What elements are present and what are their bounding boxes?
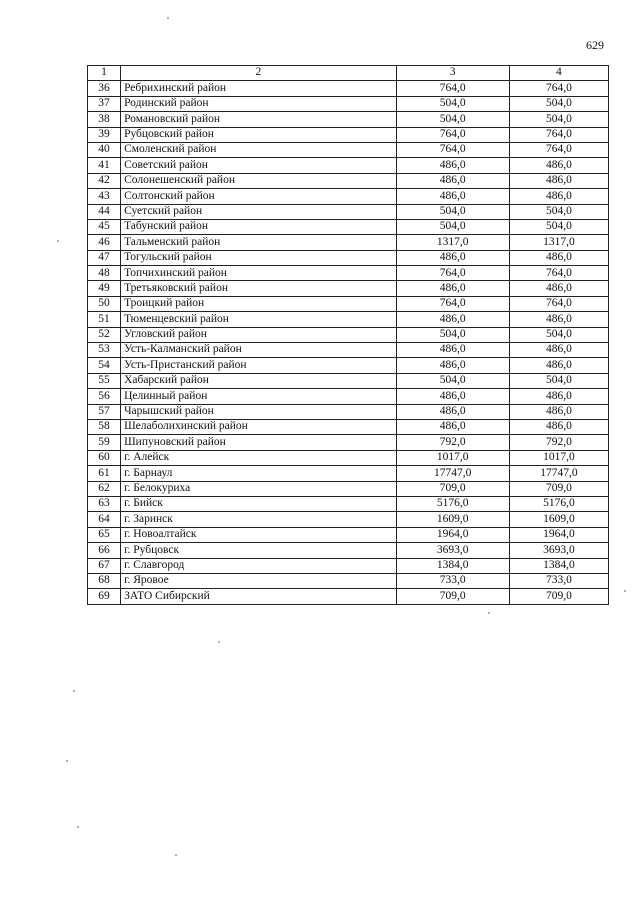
row-number-cell: 63 xyxy=(88,496,121,511)
scan-speck xyxy=(624,590,626,592)
row-number-cell: 66 xyxy=(88,543,121,558)
value-col3-cell: 1384,0 xyxy=(396,558,509,573)
scan-speck xyxy=(73,690,75,692)
value-col4-cell: 764,0 xyxy=(509,81,608,96)
table-row xyxy=(88,127,609,142)
value-col3-cell: 486,0 xyxy=(396,389,509,404)
district-name-cell: Угловский район xyxy=(121,327,397,342)
value-col3-cell: 486,0 xyxy=(396,281,509,296)
value-col3-cell: 764,0 xyxy=(396,142,509,157)
value-col3-cell: 709,0 xyxy=(396,481,509,496)
district-name-cell: Хабарский район xyxy=(121,373,397,388)
value-col3-cell: 504,0 xyxy=(396,327,509,342)
scan-speck xyxy=(218,641,220,643)
table-row xyxy=(88,266,609,281)
district-name-cell: Тальменский район xyxy=(121,235,397,250)
value-col3-cell: 764,0 xyxy=(396,81,509,96)
scan-speck xyxy=(57,240,59,242)
table-row xyxy=(88,496,609,511)
row-number-cell: 64 xyxy=(88,512,121,527)
district-name-cell: Смоленский район xyxy=(121,142,397,157)
row-number-cell: 62 xyxy=(88,481,121,496)
district-name-cell: г. Алейск xyxy=(121,450,397,465)
value-col4-cell: 486,0 xyxy=(509,419,608,434)
value-col3-cell: 486,0 xyxy=(396,419,509,434)
value-col4-cell: 486,0 xyxy=(509,358,608,373)
table-header-row xyxy=(88,66,609,81)
value-col4-cell: 709,0 xyxy=(509,589,608,604)
row-number-cell: 54 xyxy=(88,358,121,373)
value-col3-cell: 764,0 xyxy=(396,266,509,281)
table-row xyxy=(88,96,609,111)
district-name-cell: Романовский район xyxy=(121,112,397,127)
table-row xyxy=(88,589,609,604)
page-number: 629 xyxy=(586,38,604,52)
row-number-cell: 43 xyxy=(88,189,121,204)
district-name-cell: г. Яровое xyxy=(121,573,397,588)
row-number-cell: 68 xyxy=(88,573,121,588)
row-number-cell: 45 xyxy=(88,219,121,234)
value-col3-cell: 792,0 xyxy=(396,435,509,450)
district-name-cell: Третьяковский район xyxy=(121,281,397,296)
table-row xyxy=(88,419,609,434)
table-row xyxy=(88,573,609,588)
value-col4-cell: 1609,0 xyxy=(509,512,608,527)
district-name-cell: Усть-Пристанский район xyxy=(121,358,397,373)
value-col3-cell: 1317,0 xyxy=(396,235,509,250)
scan-speck xyxy=(66,760,68,762)
district-name-cell: г. Новоалтайск xyxy=(121,527,397,542)
row-number-cell: 65 xyxy=(88,527,121,542)
value-col3-cell: 486,0 xyxy=(396,250,509,265)
table-row xyxy=(88,404,609,419)
district-name-cell: г. Славгород xyxy=(121,558,397,573)
table-row xyxy=(88,219,609,234)
value-col4-cell: 733,0 xyxy=(509,573,608,588)
value-col3-cell: 486,0 xyxy=(396,358,509,373)
value-col3-cell: 486,0 xyxy=(396,189,509,204)
table-row xyxy=(88,142,609,157)
row-number-cell: 48 xyxy=(88,266,121,281)
row-number-cell: 57 xyxy=(88,404,121,419)
district-name-cell: Целинный район xyxy=(121,389,397,404)
table-row xyxy=(88,435,609,450)
district-name-cell: Шелаболихинский район xyxy=(121,419,397,434)
value-col3-cell: 764,0 xyxy=(396,127,509,142)
district-name-cell: Тогульский район xyxy=(121,250,397,265)
district-name-cell: г. Барнаул xyxy=(121,466,397,481)
table-row xyxy=(88,558,609,573)
value-col4-cell: 504,0 xyxy=(509,373,608,388)
header-col-4: 4 xyxy=(509,66,608,81)
header-col-3: 3 xyxy=(396,66,509,81)
row-number-cell: 69 xyxy=(88,589,121,604)
table-row xyxy=(88,450,609,465)
scan-speck xyxy=(175,854,177,856)
value-col4-cell: 486,0 xyxy=(509,343,608,358)
row-number-cell: 49 xyxy=(88,281,121,296)
value-col4-cell: 764,0 xyxy=(509,127,608,142)
table-row xyxy=(88,343,609,358)
value-col4-cell: 17747,0 xyxy=(509,466,608,481)
value-col4-cell: 504,0 xyxy=(509,96,608,111)
district-name-cell: Табунский район xyxy=(121,219,397,234)
table-row xyxy=(88,466,609,481)
district-name-cell: Рубцовский район xyxy=(121,127,397,142)
value-col4-cell: 486,0 xyxy=(509,189,608,204)
value-col4-cell: 1964,0 xyxy=(509,527,608,542)
scan-speck xyxy=(167,17,169,19)
value-col4-cell: 792,0 xyxy=(509,435,608,450)
table-row xyxy=(88,358,609,373)
value-col3-cell: 1964,0 xyxy=(396,527,509,542)
value-col4-cell: 486,0 xyxy=(509,312,608,327)
row-number-cell: 52 xyxy=(88,327,121,342)
row-number-cell: 51 xyxy=(88,312,121,327)
row-number-cell: 56 xyxy=(88,389,121,404)
value-col4-cell: 504,0 xyxy=(509,327,608,342)
value-col3-cell: 504,0 xyxy=(396,204,509,219)
value-col4-cell: 504,0 xyxy=(509,204,608,219)
district-name-cell: Советский район xyxy=(121,158,397,173)
row-number-cell: 36 xyxy=(88,81,121,96)
value-col4-cell: 486,0 xyxy=(509,281,608,296)
row-number-cell: 46 xyxy=(88,235,121,250)
value-col3-cell: 504,0 xyxy=(396,219,509,234)
value-col3-cell: 764,0 xyxy=(396,296,509,311)
table-row xyxy=(88,81,609,96)
row-number-cell: 47 xyxy=(88,250,121,265)
value-col4-cell: 764,0 xyxy=(509,142,608,157)
value-col4-cell: 1017,0 xyxy=(509,450,608,465)
row-number-cell: 67 xyxy=(88,558,121,573)
district-name-cell: Суетский район xyxy=(121,204,397,219)
district-name-cell: Солтонский район xyxy=(121,189,397,204)
value-col3-cell: 17747,0 xyxy=(396,466,509,481)
district-name-cell: г. Рубцовск xyxy=(121,543,397,558)
district-name-cell: Ребрихинский район xyxy=(121,81,397,96)
value-col4-cell: 5176,0 xyxy=(509,496,608,511)
value-col3-cell: 504,0 xyxy=(396,96,509,111)
value-col4-cell: 486,0 xyxy=(509,158,608,173)
table-body xyxy=(88,81,609,604)
table-row xyxy=(88,281,609,296)
value-col4-cell: 504,0 xyxy=(509,219,608,234)
row-number-cell: 44 xyxy=(88,204,121,219)
district-name-cell: г. Бийск xyxy=(121,496,397,511)
row-number-cell: 60 xyxy=(88,450,121,465)
value-col3-cell: 486,0 xyxy=(396,158,509,173)
row-number-cell: 37 xyxy=(88,96,121,111)
district-name-cell: Чарышский район xyxy=(121,404,397,419)
table-row xyxy=(88,204,609,219)
district-name-cell: Солонешенский район xyxy=(121,173,397,188)
district-name-cell: Родинский район xyxy=(121,96,397,111)
table-row xyxy=(88,189,609,204)
value-col4-cell: 764,0 xyxy=(509,296,608,311)
value-col3-cell: 733,0 xyxy=(396,573,509,588)
table-row xyxy=(88,235,609,250)
table-row xyxy=(88,389,609,404)
district-name-cell: ЗАТО Сибирский xyxy=(121,589,397,604)
value-col3-cell: 709,0 xyxy=(396,589,509,604)
table-row xyxy=(88,543,609,558)
value-col4-cell: 1317,0 xyxy=(509,235,608,250)
row-number-cell: 59 xyxy=(88,435,121,450)
district-name-cell: Тюменцевский район xyxy=(121,312,397,327)
value-col4-cell: 486,0 xyxy=(509,404,608,419)
row-number-cell: 61 xyxy=(88,466,121,481)
district-name-cell: Троицкий район xyxy=(121,296,397,311)
value-col3-cell: 486,0 xyxy=(396,312,509,327)
data-table xyxy=(87,65,609,605)
table-row xyxy=(88,327,609,342)
table-row xyxy=(88,481,609,496)
scan-speck xyxy=(77,826,79,828)
table-row xyxy=(88,173,609,188)
value-col3-cell: 504,0 xyxy=(396,373,509,388)
table-row xyxy=(88,250,609,265)
value-col4-cell: 764,0 xyxy=(509,266,608,281)
table-row xyxy=(88,112,609,127)
value-col3-cell: 486,0 xyxy=(396,173,509,188)
value-col3-cell: 486,0 xyxy=(396,404,509,419)
value-col4-cell: 486,0 xyxy=(509,250,608,265)
value-col3-cell: 1609,0 xyxy=(396,512,509,527)
table-row xyxy=(88,512,609,527)
table-row xyxy=(88,373,609,388)
row-number-cell: 40 xyxy=(88,142,121,157)
district-name-cell: г. Заринск xyxy=(121,512,397,527)
row-number-cell: 53 xyxy=(88,343,121,358)
row-number-cell: 41 xyxy=(88,158,121,173)
table-row xyxy=(88,527,609,542)
row-number-cell: 55 xyxy=(88,373,121,388)
value-col3-cell: 5176,0 xyxy=(396,496,509,511)
row-number-cell: 50 xyxy=(88,296,121,311)
row-number-cell: 39 xyxy=(88,127,121,142)
value-col3-cell: 486,0 xyxy=(396,343,509,358)
header-col-1: 1 xyxy=(88,66,121,81)
header-col-2: 2 xyxy=(121,66,397,81)
row-number-cell: 58 xyxy=(88,419,121,434)
value-col4-cell: 709,0 xyxy=(509,481,608,496)
value-col4-cell: 1384,0 xyxy=(509,558,608,573)
district-name-cell: Усть-Калманский район xyxy=(121,343,397,358)
district-name-cell: Шипуновский район xyxy=(121,435,397,450)
value-col3-cell: 1017,0 xyxy=(396,450,509,465)
district-name-cell: г. Белокуриха xyxy=(121,481,397,496)
value-col4-cell: 486,0 xyxy=(509,389,608,404)
value-col4-cell: 486,0 xyxy=(509,173,608,188)
value-col3-cell: 504,0 xyxy=(396,112,509,127)
value-col4-cell: 504,0 xyxy=(509,112,608,127)
value-col4-cell: 3693,0 xyxy=(509,543,608,558)
table-row xyxy=(88,158,609,173)
row-number-cell: 38 xyxy=(88,112,121,127)
district-name-cell: Топчихинский район xyxy=(121,266,397,281)
scan-speck xyxy=(488,612,490,614)
value-col3-cell: 3693,0 xyxy=(396,543,509,558)
row-number-cell: 42 xyxy=(88,173,121,188)
table-row xyxy=(88,312,609,327)
table-row xyxy=(88,296,609,311)
